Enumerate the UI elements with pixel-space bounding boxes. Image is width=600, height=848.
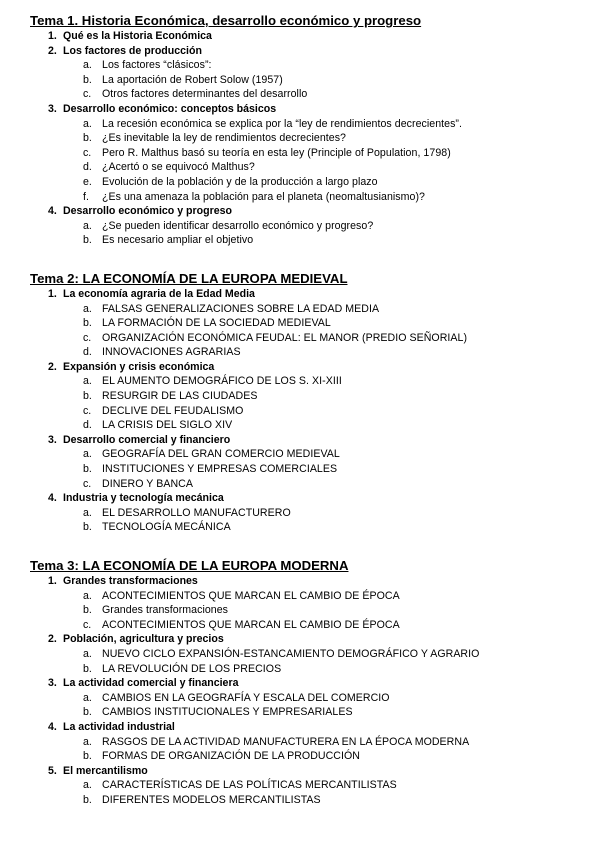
subitem-text: ¿Es una amenaza la población para el planeta (neomaltusianismo)? [102, 190, 425, 203]
subitem-list [30, 447, 590, 491]
section-title: Expansión y crisis económica [63, 360, 215, 373]
subitem-text: Grandes transformaciones [102, 604, 229, 617]
subitem-text: La aportación de Robert Solow (1957) [102, 73, 283, 86]
subitem-text: DIFERENTES MODELOS MERCANTILISTAS [102, 793, 321, 806]
subitem-list [30, 58, 590, 102]
subitem-text: LA CRISIS DEL SIGLO XIV [102, 419, 233, 432]
section-number: 2. [48, 360, 57, 373]
subitem [30, 404, 590, 419]
subitem-letter: b. [83, 750, 92, 763]
subitem [30, 589, 590, 604]
subitem [30, 506, 590, 521]
subitem [30, 389, 590, 404]
subitem-letter: b. [83, 234, 92, 247]
subitem-text: La recesión económica se explica por la “ley de rendimientos decrecientes”. [102, 117, 463, 130]
subitem-text: Es necesario ampliar el objetivo [102, 234, 254, 247]
subitem-text: ¿Se pueden identificar desarrollo económico y progreso? [102, 219, 374, 232]
subitem-text: LA FORMACIÓN DE LA SOCIEDAD MEDIEVAL [102, 317, 331, 330]
section-number: 5. [48, 764, 57, 777]
subitem-letter: d. [83, 346, 92, 359]
subitem [30, 603, 590, 618]
subitem-letter: b. [83, 662, 92, 675]
section-title: Qué es la Historia Económica [63, 30, 212, 42]
subitem-letter: b. [83, 73, 92, 86]
subitem-letter: c. [83, 618, 92, 631]
subitem-text: GEOGRAFÍA DEL GRAN COMERCIO MEDIEVAL [102, 448, 340, 461]
section-list [30, 287, 590, 535]
subitem-list [30, 506, 590, 535]
tema-title: Tema 1. Historia Económica, desarrollo económico y progreso [30, 13, 422, 28]
document-body [30, 12, 590, 830]
subitem [30, 447, 590, 462]
subitem [30, 735, 590, 750]
subitem-text: FALSAS GENERALIZACIONES SOBRE LA EDAD MEDIA [102, 302, 380, 315]
section-title: Grandes transformaciones [63, 575, 198, 587]
section-number: 2. [48, 633, 57, 646]
subitem-letter: a. [83, 59, 92, 72]
subitem-list [30, 374, 590, 432]
subitem [30, 691, 590, 706]
section-list [30, 29, 590, 248]
section-number: 1. [48, 575, 57, 587]
section-title: Población, agricultura y precios [63, 633, 224, 646]
subitem-list [30, 647, 590, 676]
subitem-text: Pero R. Malthus basó su teoría en esta ley (Principle of Population, 1798) [102, 146, 451, 159]
subitem [30, 418, 590, 433]
section-number: 2. [48, 44, 57, 57]
subitem-list [30, 302, 590, 360]
subitem-letter: c. [83, 404, 92, 417]
section-number: 3. [48, 102, 57, 115]
section-item [30, 764, 590, 808]
section-item [30, 632, 590, 676]
subitem-text: FORMAS DE ORGANIZACIÓN DE LA PRODUCCIÓN [102, 750, 360, 763]
section-number: 3. [48, 677, 57, 690]
subitem-text: CARACTERÍSTICAS DE LAS POLÍTICAS MERCANTILISTAS [102, 779, 397, 792]
section-title: Desarrollo comercial y financiero [63, 433, 231, 446]
subitem-text: INSTITUCIONES Y EMPRESAS COMERCIALES [102, 463, 338, 476]
subitem-letter: c. [83, 146, 92, 159]
subitem [30, 749, 590, 764]
subitem-letter: f. [83, 190, 89, 203]
subitem-list [30, 691, 590, 720]
subitem-text: TECNOLOGÍA MECÁNICA [102, 521, 231, 534]
section-title: La actividad industrial [63, 720, 175, 733]
subitem [30, 662, 590, 677]
subitem-letter: a. [83, 219, 92, 232]
subitem [30, 331, 590, 346]
subitem [30, 73, 590, 88]
section-item [30, 433, 590, 491]
subitem-letter: a. [83, 506, 92, 519]
subitem-letter: a. [83, 735, 92, 748]
subitem [30, 462, 590, 477]
subitem-letter: e. [83, 175, 92, 188]
section-item [30, 29, 590, 44]
subitem-text: RESURGIR DE LAS CIUDADES [102, 390, 258, 403]
section-number: 4. [48, 720, 57, 733]
subitem-letter: b. [83, 317, 92, 330]
subitem-list [30, 589, 590, 633]
subitem-letter: b. [83, 604, 92, 617]
section-title: La actividad comercial y financiera [63, 677, 239, 690]
subitem [30, 302, 590, 317]
subitem-text: EL DESARROLLO MANUFACTURERO [102, 506, 291, 519]
subitem-list [30, 219, 590, 248]
subitem-letter: a. [83, 448, 92, 461]
subitem [30, 477, 590, 492]
subitem [30, 345, 590, 360]
section-item [30, 491, 590, 535]
subitem [30, 618, 590, 633]
subitem-text: ¿Acertó o se equivocó Malthus? [102, 161, 255, 174]
subitem-letter: b. [83, 463, 92, 476]
subitem-letter: a. [83, 691, 92, 704]
section-item [30, 102, 590, 204]
subitem-text: DINERO Y BANCA [102, 477, 193, 490]
subitem [30, 87, 590, 102]
subitem [30, 219, 590, 234]
subitem-text: CAMBIOS EN LA GEOGRAFÍA Y ESCALA DEL COMERCIO [102, 691, 390, 704]
subitem-letter: c. [83, 88, 92, 101]
subitem-letter: c. [83, 477, 92, 490]
section-title: Desarrollo económico: conceptos básicos [63, 102, 277, 115]
subitem-letter: b. [83, 793, 92, 806]
subitem [30, 175, 590, 190]
subitem [30, 374, 590, 389]
subitem [30, 233, 590, 248]
subitem-letter: d. [83, 419, 92, 432]
section-number: 4. [48, 492, 57, 505]
subitem-letter: a. [83, 589, 92, 602]
section-item [30, 720, 590, 764]
section-title: La economía agraria de la Edad Media [63, 287, 255, 300]
subitem-letter: a. [83, 375, 92, 388]
subitem-text: LA REVOLUCIÓN DE LOS PRECIOS [102, 662, 282, 675]
subitem-text: Otros factores determinantes del desarrollo [102, 88, 308, 101]
subitem [30, 778, 590, 793]
section-title: El mercantilismo [63, 764, 148, 777]
section-item [30, 676, 590, 720]
subitem-letter: b. [83, 521, 92, 534]
subitem-text: EL AUMENTO DEMOGRÁFICO DE LOS S. XI-XIII [102, 375, 342, 388]
subitem-letter: a. [83, 647, 92, 660]
subitem-text: Los factores “clásicos”: [102, 59, 212, 72]
subitem-text: RASGOS DE LA ACTIVIDAD MANUFACTURERA EN LA ÉPOCA MODERNA [102, 735, 470, 748]
tema-2 [30, 270, 590, 535]
subitem-text: ACONTECIMIENTOS QUE MARCAN EL CAMBIO DE ÉPOCA [102, 618, 400, 631]
section-title: Los factores de producción [63, 44, 202, 57]
subitem-letter: a. [83, 302, 92, 315]
section-title: Desarrollo económico y progreso [63, 205, 232, 218]
subitem [30, 793, 590, 808]
section-item [30, 574, 590, 632]
section-item [30, 360, 590, 433]
subitem-letter: a. [83, 779, 92, 792]
subitem [30, 520, 590, 535]
subitem-text: DECLIVE DEL FEUDALISMO [102, 404, 244, 417]
subitem [30, 190, 590, 205]
subitem [30, 117, 590, 132]
section-item [30, 287, 590, 360]
section-title: Industria y tecnología mecánica [63, 492, 224, 505]
subitem-letter: a. [83, 117, 92, 130]
subitem-letter: b. [83, 132, 92, 145]
subitem [30, 146, 590, 161]
section-number: 1. [48, 287, 57, 300]
tema-3 [30, 557, 590, 808]
subitem [30, 160, 590, 175]
section-item [30, 44, 590, 102]
subitem-letter: d. [83, 161, 92, 174]
subitem-list [30, 778, 590, 807]
subitem-letter: c. [83, 331, 92, 344]
subitem-text: ¿Es inevitable la ley de rendimientos decrecientes? [102, 132, 346, 145]
section-number: 1. [48, 30, 57, 42]
section-number: 4. [48, 205, 57, 218]
subitem-letter: b. [83, 706, 92, 719]
subitem-text: INNOVACIONES AGRARIAS [102, 346, 241, 359]
section-list [30, 574, 590, 808]
tema-1 [30, 12, 590, 248]
subitem-text: Evolución de la población y de la producción a largo plazo [102, 175, 378, 188]
subitem-text: NUEVO CICLO EXPANSIÓN-ESTANCAMIENTO DEMOGRÁFICO Y AGRARIO [102, 647, 480, 660]
subitem-list [30, 117, 590, 205]
subitem-list [30, 735, 590, 764]
subitem-letter: b. [83, 390, 92, 403]
subitem [30, 58, 590, 73]
subitem [30, 131, 590, 146]
subitem-text: ORGANIZACIÓN ECONÓMICA FEUDAL: EL MANOR (PREDIO SEÑORIAL) [102, 331, 468, 344]
tema-title: Tema 3: LA ECONOMÍA DE LA EUROPA MODERNA [30, 558, 349, 573]
subitem [30, 316, 590, 331]
section-item [30, 204, 590, 248]
subitem [30, 647, 590, 662]
subitem-text: ACONTECIMIENTOS QUE MARCAN EL CAMBIO DE ÉPOCA [102, 589, 400, 602]
tema-title: Tema 2: LA ECONOMÍA DE LA EUROPA MEDIEVAL [30, 270, 348, 286]
subitem [30, 705, 590, 720]
subitem-text: CAMBIOS INSTITUCIONALES Y EMPRESARIALES [102, 706, 353, 719]
section-number: 3. [48, 433, 57, 446]
